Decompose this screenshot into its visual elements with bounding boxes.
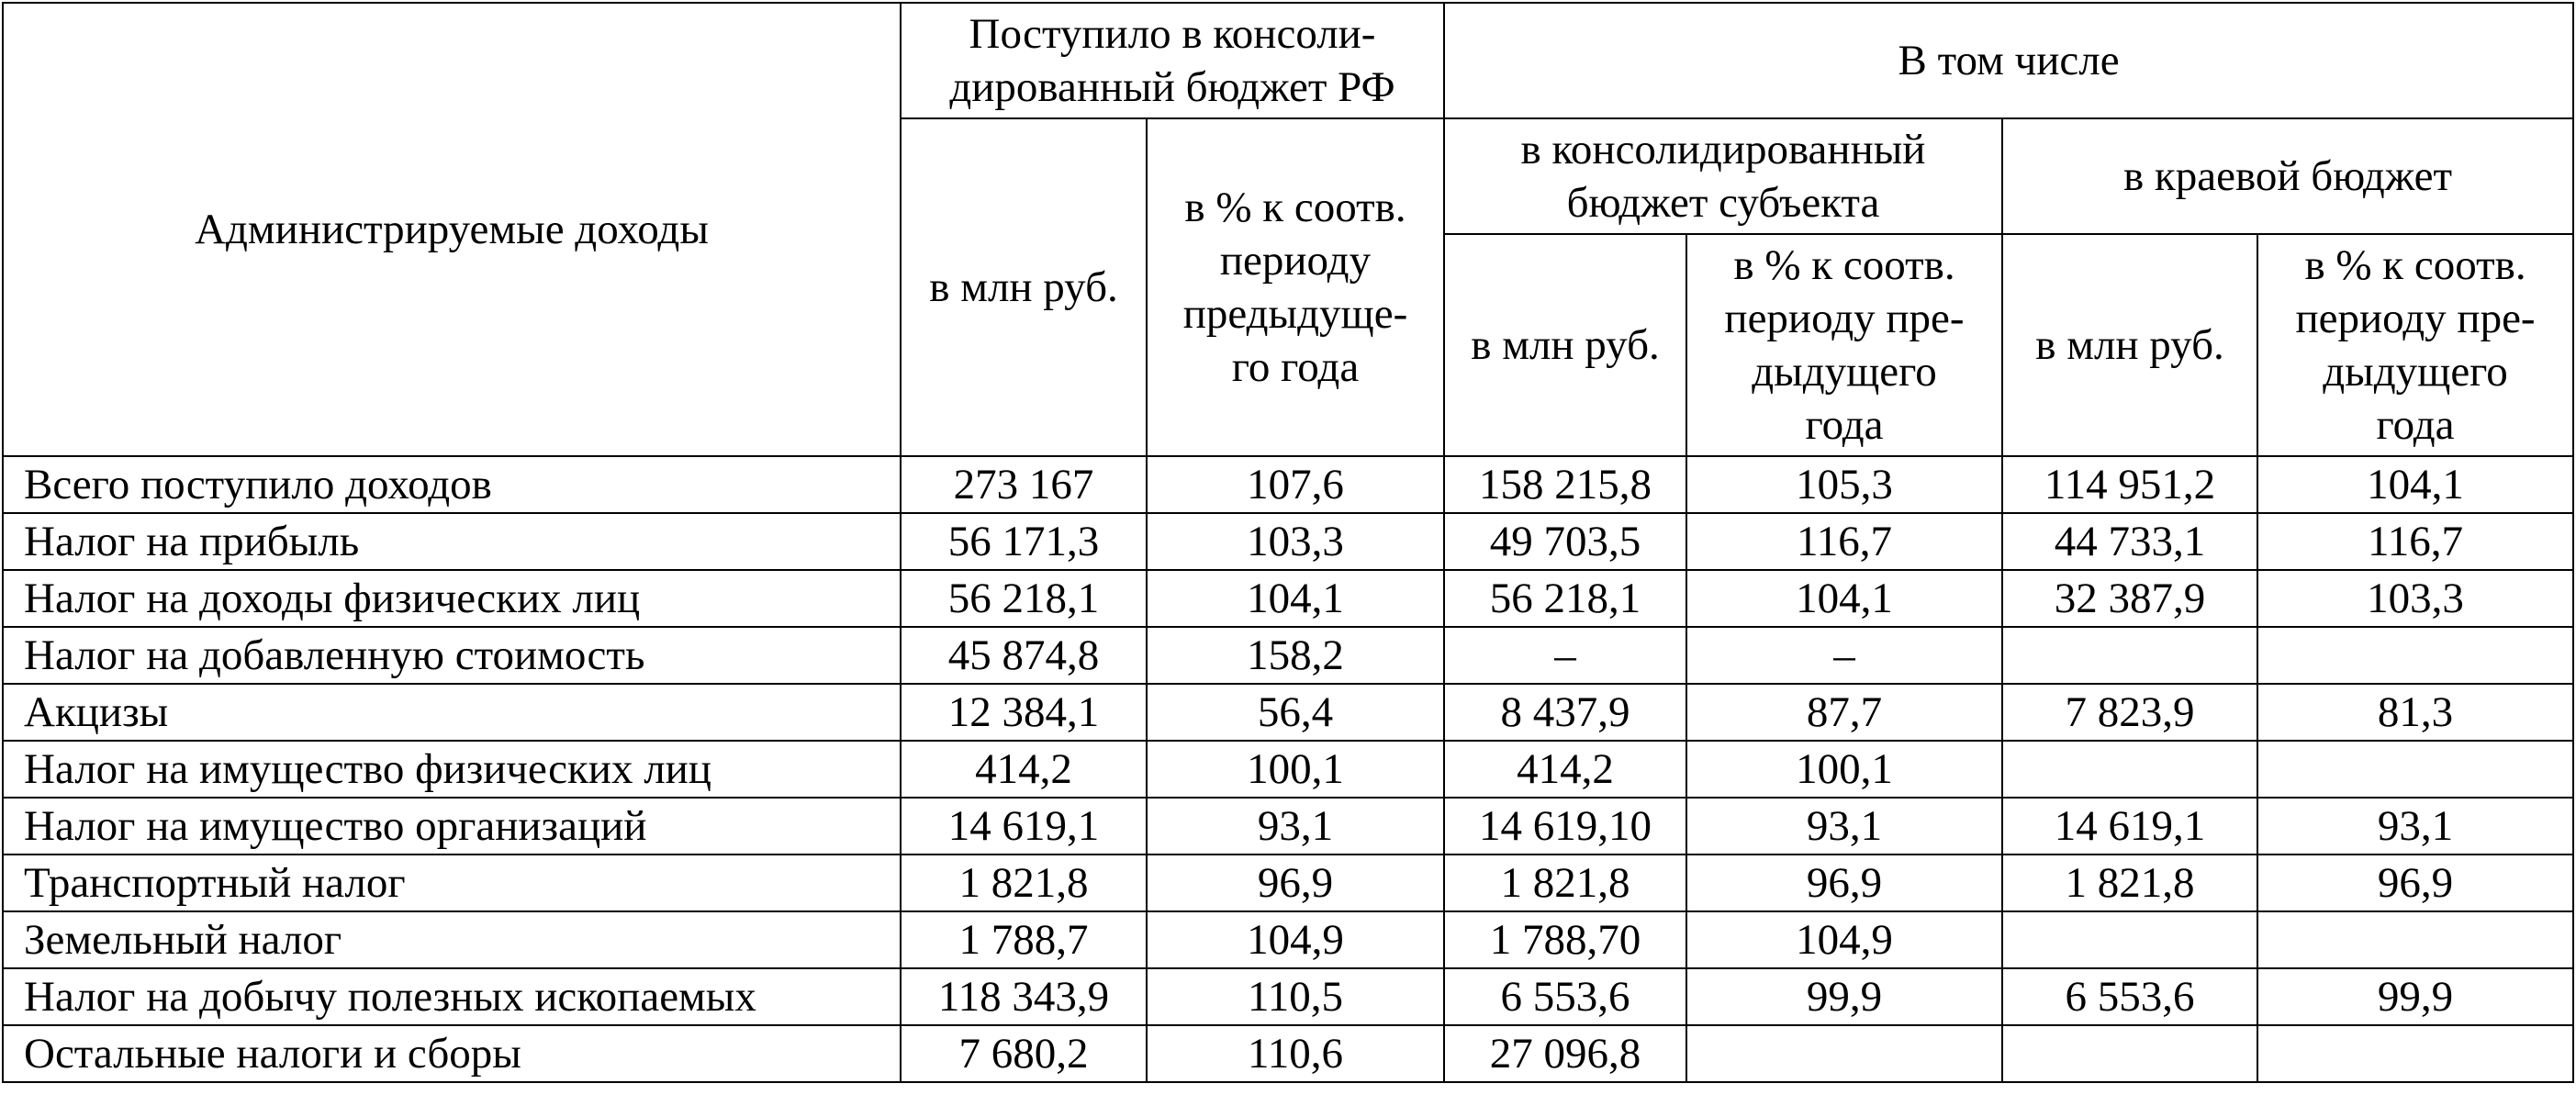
row-name: Налог на имущество физических лиц: [3, 741, 901, 798]
rf-pct-header-line1: в % к соотв.: [1184, 184, 1406, 231]
subj-pct-cell: 87,7: [1686, 684, 2002, 741]
reg-mln-cell: 6 553,6: [2002, 968, 2257, 1025]
subj-pct-header-line1: в % к соотв.: [1733, 241, 1955, 289]
subj-mln-cell: 158 215,8: [1444, 456, 1686, 513]
rf-pct-cell: 110,5: [1147, 968, 1444, 1025]
reg-mln-cell: [2002, 741, 2257, 798]
table-row: [3, 1025, 2573, 1082]
rf-mln-cell: 14 619,1: [901, 798, 1147, 855]
row-name: Остальные налоги и сборы: [3, 1025, 901, 1082]
row-name: Налог на доходы физических лиц: [3, 570, 901, 627]
rf-mln-cell: 56 218,1: [901, 570, 1147, 627]
table-row: [3, 798, 2573, 855]
subj-pct-cell: 96,9: [1686, 855, 2002, 911]
table-row: [3, 741, 2573, 798]
budget-revenue-table: [2, 2, 2574, 1083]
regional-header-text: в краевой бюджет: [2122, 152, 2453, 200]
row-name: Налог на прибыль: [3, 513, 901, 570]
subj-mln-cell: 1 821,8: [1444, 855, 1686, 911]
rf-mln-cell: 12 384,1: [901, 684, 1147, 741]
subj-mln-cell: 14 619,10: [1444, 798, 1686, 855]
subj-pct-cell: 104,1: [1686, 570, 2002, 627]
subj-mln-cell: 27 096,8: [1444, 1025, 1686, 1082]
reg-mln-cell: [2002, 911, 2257, 968]
rf-pct-header-line3: предыдуще-: [1182, 290, 1408, 338]
row-name: Всего поступило доходов: [3, 456, 901, 513]
reg-pct-cell: 99,9: [2257, 968, 2573, 1025]
regional-header: [2002, 118, 2573, 234]
subj-mln-cell: 6 553,6: [1444, 968, 1686, 1025]
row-name: Земельный налог: [3, 911, 901, 968]
row-name: Налог на имущество организаций: [3, 798, 901, 855]
rf-pct-cell: 100,1: [1147, 741, 1444, 798]
reg-mln-cell: 14 619,1: [2002, 798, 2257, 855]
row-name: Налог на добычу полезных ископаемых: [3, 968, 901, 1025]
rf-pct-header-line2: периоду: [1219, 237, 1372, 285]
reg-mln-cell: 114 951,2: [2002, 456, 2257, 513]
reg-mln-cell: 32 387,9: [2002, 570, 2257, 627]
rf-mln-cell: 118 343,9: [901, 968, 1147, 1025]
reg-mln-cell: [2002, 627, 2257, 684]
subj-mln-cell: 414,2: [1444, 741, 1686, 798]
income-header-text: Администрируемые доходы: [195, 206, 709, 253]
subj-mln-header-text: в млн руб.: [1471, 321, 1660, 369]
reg-pct-cell: 93,1: [2257, 798, 2573, 855]
subj-pct-header-line4: года: [1805, 401, 1884, 449]
subj-pct-cell: 116,7: [1686, 513, 2002, 570]
subj-pct-cell: 105,3: [1686, 456, 2002, 513]
reg-mln-header: [2002, 234, 2257, 456]
reg-pct-header-line2: периоду пре-: [2295, 295, 2536, 342]
reg-pct-cell: [2257, 911, 2573, 968]
row-name: Налог на добавленную стоимость: [3, 627, 901, 684]
rf-mln-header-text: в млн руб.: [929, 263, 1118, 311]
table-row: [3, 627, 2573, 684]
reg-pct-cell: 81,3: [2257, 684, 2573, 741]
subj-pct-cell: 99,9: [1686, 968, 2002, 1025]
table-row: [3, 456, 2573, 513]
income-header: [3, 3, 901, 456]
table-row: [3, 513, 2573, 570]
rf-mln-cell: 273 167: [901, 456, 1147, 513]
reg-pct-header: [2257, 234, 2573, 456]
subject-header-line2: бюджет субъекта: [1566, 179, 1880, 227]
subj-mln-cell: 56 218,1: [1444, 570, 1686, 627]
reg-mln-cell: 1 821,8: [2002, 855, 2257, 911]
total-rf-header-line2: дированный бюджет РФ: [949, 63, 1395, 111]
reg-pct-cell: [2257, 741, 2573, 798]
row-name: Акцизы: [3, 684, 901, 741]
rf-mln-header: [901, 118, 1147, 456]
including-header: [1444, 3, 2573, 118]
reg-mln-cell: 44 733,1: [2002, 513, 2257, 570]
subj-pct-cell: 104,9: [1686, 911, 2002, 968]
table-row: [3, 855, 2573, 911]
rf-mln-cell: 414,2: [901, 741, 1147, 798]
total-rf-header-line1: Поступило в консоли-: [969, 10, 1376, 58]
subj-pct-header-line3: дыдущего: [1752, 348, 1937, 396]
reg-pct-cell: 96,9: [2257, 855, 2573, 911]
table-row: [3, 911, 2573, 968]
including-header-text: В том числе: [1898, 37, 2120, 84]
reg-pct-cell: 104,1: [2257, 456, 2573, 513]
rf-mln-cell: 1 821,8: [901, 855, 1147, 911]
reg-pct-cell: 116,7: [2257, 513, 2573, 570]
reg-mln-cell: [2002, 1025, 2257, 1082]
subj-pct-cell: 100,1: [1686, 741, 2002, 798]
reg-pct-header-line1: в % к соотв.: [2304, 241, 2526, 289]
subj-pct-cell: 93,1: [1686, 798, 2002, 855]
row-name: Транспортный налог: [3, 855, 901, 911]
reg-pct-cell: [2257, 627, 2573, 684]
rf-pct-cell: 104,9: [1147, 911, 1444, 968]
rf-pct-cell: 93,1: [1147, 798, 1444, 855]
subject-header-line1: в консолидированный: [1520, 126, 1926, 173]
table-row: [3, 570, 2573, 627]
reg-pct-header-line3: дыдущего: [2323, 348, 2508, 396]
reg-mln-cell: 7 823,9: [2002, 684, 2257, 741]
rf-mln-cell: 45 874,8: [901, 627, 1147, 684]
subj-pct-cell: –: [1686, 627, 2002, 684]
reg-pct-cell: [2257, 1025, 2573, 1082]
rf-mln-cell: 56 171,3: [901, 513, 1147, 570]
subject-header: [1444, 118, 2002, 234]
total-rf-header: [901, 3, 1444, 118]
rf-mln-cell: 1 788,7: [901, 911, 1147, 968]
rf-pct-cell: 110,6: [1147, 1025, 1444, 1082]
subj-pct-header: [1686, 234, 2002, 456]
rf-pct-cell: 56,4: [1147, 684, 1444, 741]
subj-mln-cell: –: [1444, 627, 1686, 684]
rf-pct-cell: 103,3: [1147, 513, 1444, 570]
rf-pct-cell: 107,6: [1147, 456, 1444, 513]
subj-mln-header: [1444, 234, 1686, 456]
rf-mln-cell: 7 680,2: [901, 1025, 1147, 1082]
rf-pct-cell: 96,9: [1147, 855, 1444, 911]
subj-mln-cell: 49 703,5: [1444, 513, 1686, 570]
rf-pct-header-line4: го года: [1231, 343, 1360, 391]
subj-pct-cell: [1686, 1025, 2002, 1082]
reg-mln-header-text: в млн руб.: [2035, 321, 2224, 369]
table-row: [3, 968, 2573, 1025]
rf-pct-cell: 158,2: [1147, 627, 1444, 684]
subj-mln-cell: 8 437,9: [1444, 684, 1686, 741]
table-row: [3, 684, 2573, 741]
rf-pct-cell: 104,1: [1147, 570, 1444, 627]
rf-pct-header: [1147, 118, 1444, 456]
reg-pct-cell: 103,3: [2257, 570, 2573, 627]
reg-pct-header-line4: года: [2376, 401, 2455, 449]
header-row-1: [3, 3, 2573, 118]
subj-pct-header-line2: периоду пре-: [1724, 295, 1965, 342]
subj-mln-cell: 1 788,70: [1444, 911, 1686, 968]
